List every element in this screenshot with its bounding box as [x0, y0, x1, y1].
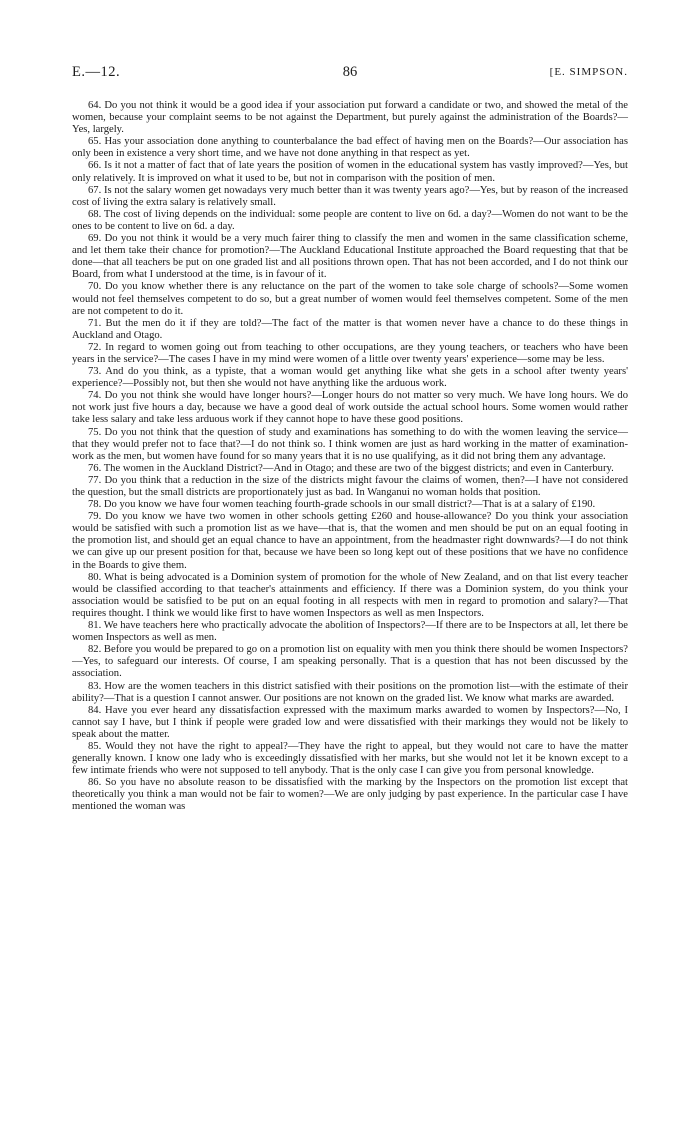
paragraph-86: 86. So you have no absolute reason to be dissatisfied with the marking by the Inspectors on the promotion list except that theoretically you think a man would not be fair to women?—We are only judging by past experience. In the particular case I have mentioned the woman was [72, 777, 628, 813]
paragraph-72: 72. In regard to women going out from teaching to other occupations, are they young teachers, or teachers who have been years in the service?—The cases I have in my mind were women of a little over twenty years' experience—some may be less. [72, 341, 628, 365]
page-header [72, 64, 628, 84]
document-reference: E.—12. [72, 64, 121, 80]
paragraph-83: 83. How are the women teachers in this district satisfied with their positions on the promotion list—with the estimate of their ability?—That is a question I cannot answer. Our positions are not known on the graded list. We know what marks are awarded. [72, 680, 628, 704]
paragraph-67: 67. Is not the salary women get nowadays very much better than it was twenty years ago?—Yes, but by reason of the increased cost of living the extra salary is relatively small. [72, 184, 628, 208]
paragraph-77: 77. Do you think that a reduction in the size of the districts might favour the claims of women, then?—I have not considered the question, but the small districts are proportionately just as bad. In Wanganui no woman holds that position. [72, 474, 628, 498]
paragraph-66: 66. Is it not a matter of fact that of late years the position of women in the educational system has vastly improved?—Yes, but only relatively. It is improved on what it used to be, but not in comparison with the position of men. [72, 160, 628, 184]
page-body [72, 100, 628, 814]
paragraph-69: 69. Do you not think it would be a very much fairer thing to classify the men and women in the same classification scheme, and let them take their chance for promotion?—The Auckland Educational Institute approached the Board requesting that that be done—that all teachers be put on one graded list and all positions thrown open. That has not been accorded, and I do not think our Board, from what I understood at the time, is in favour of it. [72, 233, 628, 281]
paragraph-76: 76. The women in the Auckland District?—And in Otago; and these are two of the biggest districts; and even in Canterbury. [88, 462, 614, 474]
paragraph-68: 68. The cost of living depends on the individual: some people are content to live on 6d. a day?—Women do not want to be the ones to be content to live on 6d. a day. [72, 208, 628, 232]
paragraph-64: 64. Do you not think it would be a good idea if your association put forward a candidate or two, and showed the metal of the women, because your complaint seems to be not against the Department, but purely against the administration of the Boards?—Yes, largely. [72, 100, 628, 136]
paragraph-70: 70. Do you know whether there is any reluctance on the part of the women to take sole charge of schools?—Some women would not feel themselves competent to do so, but a great number of women would feel themselves competent. Some of the men are not competent to do it. [72, 281, 628, 317]
paragraph-78: 78. Do you know we have four women teaching fourth-grade schools in our small district?—That is at a salary of £190. [88, 499, 596, 511]
paragraph-80: 80. What is being advocated is a Dominion system of promotion for the whole of New Zealand, and on that list every teacher would be classified according to that teacher's attainments and efficiency. If there was a Dominion system, do you think your association would be satisfied to be put on an equal footing in all respects with men in regard to promotion and salary?—That requires thought. I think we would like first to have women Inspectors as well as men Inspectors. [72, 571, 628, 619]
paragraph-84: 84. Have you ever heard any dissatisfaction expressed with the maximum marks awarded to women by Inspectors?—No, I cannot say I have, but I think if people were graded low and were dissatisfied with their markings they would not be likely to speak about the matter. [72, 704, 628, 740]
paragraph-81: 81. We have teachers here who practically advocate the abolition of Inspectors?—If there are to be Inspectors at all, let there be women Inspectors as well as men. [72, 620, 628, 644]
paragraph-79: 79. Do you know we have two women in other schools getting £260 and house-allowance? Do you think your association would be satisfied with such a promotion list as we have—that is, that the women and men should be put on an equal footing in the promotion list, and should get an equal chance to have an appointment, from the headmaster right downwards?—I do not think we can give up our present position for that, because we have been so long kept out of these positions that we have no confidence in the Boards to give them. [72, 511, 628, 571]
paragraph-73: 73. And do you think, as a typiste, that a woman would get anything like what she gets in a school after twenty years' experience?—Possibly not, but then she would not have anything like the arduous work. [72, 366, 628, 390]
paragraph-85: 85. Would they not have the right to appeal?—They have the right to appeal, but they would not care to have the matter generally known. I know one lady who is exceedingly dissatisfied with her marks, but she would not let it be known except to a few intimate friends who were not supposed to tell anybody. That is the only case I can give you from personal knowledge. [72, 740, 628, 777]
paragraph-65: 65. Has your association done anything to counterbalance the bad effect of having men on the Boards?—Our association has only been in existence a very short time, and we have not done anything in that respect as yet. [72, 136, 628, 160]
page-number: 86 [342, 64, 358, 80]
paragraph-74: 74. Do you not think she would have longer hours?—Longer hours do not matter so very much. We have long hours. We do not work just five hours a day, because we have a good deal of work outside the actual school hours. Some women would rather take less salary and take less arduous work if they cannot hope to have these good positions. [72, 390, 628, 426]
witness-name: [E. SIMPSON. [549, 66, 628, 78]
paragraph-82: 82. Before you would be prepared to go on a promotion list on equality with men you think there should be women Inspectors?—Yes, to safeguard our interests. Of course, I am speaking personally. That is a question that has not been discussed by the association. [72, 644, 628, 680]
paragraph-71: 71. But the men do it if they are told?—The fact of the matter is that women never have a chance to do these things in Auckland and Otago. [72, 317, 628, 341]
paragraph-75: 75. Do you not think that the question of study and examinations has something to do with the women leaving the service—that they would prefer not to face that?—I do not think so. I think women are just as hard working in the matter of examination-work as the men, but women have found for so many years that it is no use qualifying, as it did not bring them any advantage. [72, 426, 628, 462]
